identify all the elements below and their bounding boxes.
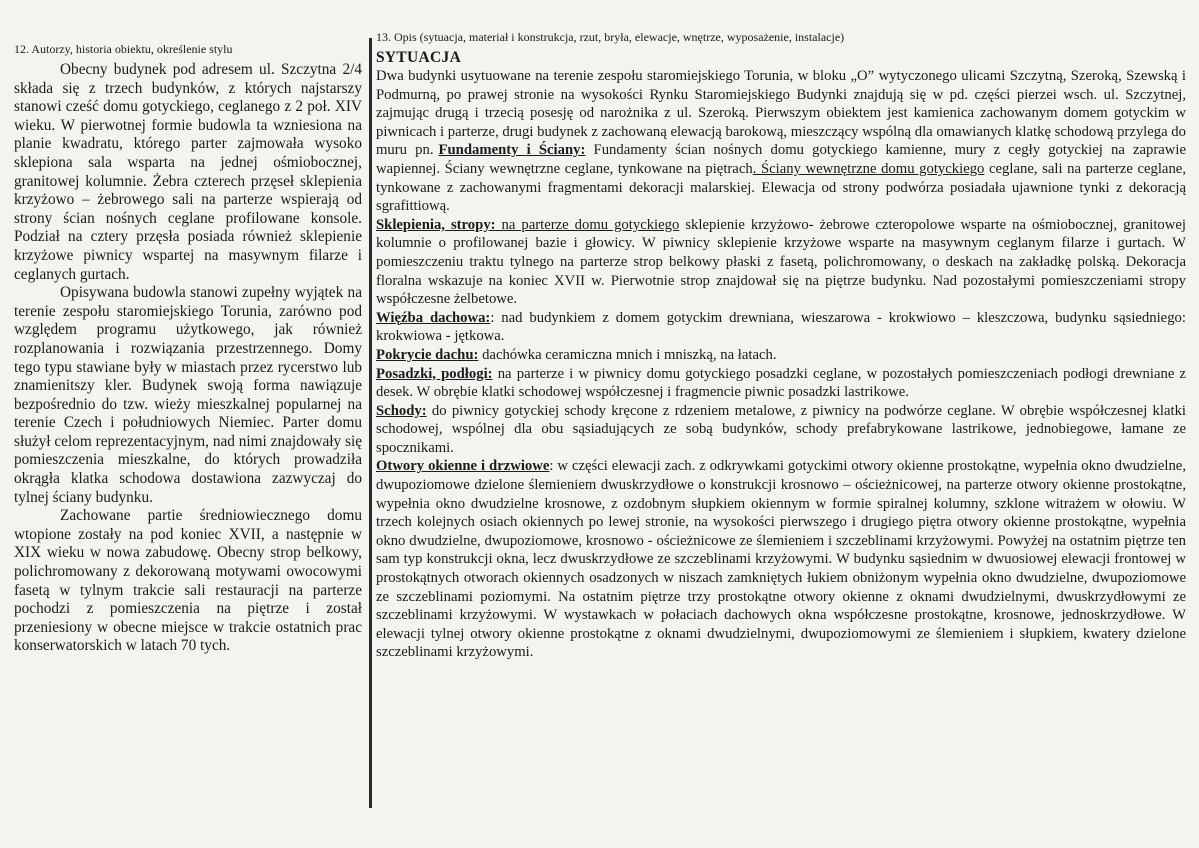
schody-paragraph xyxy=(376,402,1186,458)
pokrycie-text: dachówka ceramiczna mnich i mniszką, na łatach. xyxy=(478,346,777,363)
posadzki-paragraph xyxy=(376,365,1186,402)
description-body xyxy=(376,49,1186,662)
history-paragraph-2: Opisywana budowla stanowi zupełny wyjątek na terenie zespołu staromiejskiego Torunia, zarówno pod względem programu użytkowego, jak również rozplanowania i rozwiązania przestrzennego. Domy tego typu stawiane były w miastach przez rycerstwo lub znamienitszy kler. Budynek swoją forma nawiązuje bezpośrednio do tzw. wieży mieszkalnej popularnej na terenie Czech i południowych Niemiec. Parter domu służył celom reprezentacyjnym, nad nimi znajdowały się pomieszczenia mieszkalne, do których prowadziła okrągła klatka schodowa dostawiona zazwyczaj do tylnej ściany budynku. xyxy=(14,284,362,506)
pokrycie-label: Pokrycie dachu: xyxy=(376,346,479,363)
history-heading: 12. Autorzy, historia obiektu, określenie stylu xyxy=(14,42,233,56)
schody-label: Schody: xyxy=(376,402,427,419)
description-heading: 13. Opis (sytuacja, materiał i konstrukcja, rzut, bryła, elewacje, wnętrze, wyposażenie, instalacje) xyxy=(376,30,845,44)
history-paragraph-3: Zachowane partie średniowiecznego domu wtopione zostały na pod koniec XVII, a następnie w XIX wieku w nowa zabudowę. Obecny strop belkowy, polichromowany z dekorowaną motywami owocowymi fasetą w tylnym trakcie sali restauracji na parterze pochodzi z pomieszczenia na piętrze i został przeniesiony w obecne miejsce w trakcie ostatnich prac konserwatorskich w latach 70 tych. xyxy=(14,507,362,655)
situacja-text-content: Dwa budynki usytuowane na terenie zespołu staromiejskiego Torunia, w bloku „O” wytyczonego ulicami Szczytną, Szeroką, Szewską i Podmurną, po prawej stronie na wysokości Rynku Staromiejskiego Budynki znajdują się w pd. części pierzei wsch. ul. Szczytnej, zajmując drugą i trzecią posesję od narożnika z ul. Szeroką. Pierwszym obiektem jest kamienica zachowanym domem gotyckim w piwnicach i parterze, drugi budynek z zachowaną elewacją barokową, mieszczący wspólną dla omawianych klatkę schodową przylega do muru pn. xyxy=(376,68,1186,159)
fundamenty-underlined: . Ściany wewnętrzne domu gotyckiego xyxy=(752,160,985,177)
history-paragraph-1: Obecny budynek pod adresem ul. Szczytna 2/4 składa się z trzech budynków, z których najstarszy stanowi cześć domu gotyckiego, ceglanego z 2 poł. XIV wieku. W pierwotnej formie budowla ta wzniesiona na planie kwadratu, którego parter zajmowała wysoko sklepiona sala wsparta na jednej ośmiobocznej, granitowej kolumnie. Żebra czterech przęseł sklepienia krzyżowo – żebrowego sali na parterze wspierają od strony ścian nośnych ceglane profilowane konsole. Podział na cztery przęsła posiada również sklepienie krzyżowe piwnicy wspartej na masywnym filarze i ceglanych gurtach. xyxy=(14,61,362,283)
sklepienia-underlined: na parterze domu gotyckiego xyxy=(495,216,680,233)
posadzki-text: na parterze i w piwnicy domu gotyckiego posadzki ceglane, w pozostałych pomieszczeniach podłogi drewniane z desek. W obrębie klatki schodowej współczesnej i fragmencie piwnic posadzki lastrikowe. xyxy=(376,365,1187,401)
fundamenty-text-2: ceglane, sali na parterze ceglane, tynkowane z zachowanymi fragmentami dekoracji malarskiej. Elewacja od strony podwórza posiadała ujawnione tynki z dekoracją sgrafittiową. xyxy=(376,160,1186,215)
wiezba-paragraph xyxy=(376,309,1186,346)
sklepienia-paragraph xyxy=(376,216,1186,309)
fundamenty-label: Fundamenty i Ściany: xyxy=(438,142,586,159)
history-body xyxy=(14,61,362,656)
schody-text: do piwnicy gotyckiej schody kręcone z rdzeniem metalowe, z piwnicy na podwórze ceglane. W obrębie współczesnej klatki schodowej, wspólnej dla obu sąsiadujących ze sobą budynków, schody prefabrykowane lastrikowe, jednobiegowe, łamane ze spocznikami. xyxy=(376,402,1186,456)
wiezba-label: Więźba dachowa: xyxy=(376,309,491,326)
situacja-heading: SYTUACJA xyxy=(376,49,462,66)
wiezba-text: : nad budynkiem z domem gotyckim drewniana, wieszarowa - krokwiowo – kleszczowa, budynku sąsiedniego: krokwiowa - jętkowa. xyxy=(376,309,1186,345)
right-column xyxy=(376,30,1186,662)
sklepienia-text: sklepienie krzyżowo- żebrowe czteropolowe wsparte na ośmiobocznej, granitowej kolumnie o profilowanej bazie i głowicy. W piwnicy sklepienie krzyżowe wsparte na masywnym ceglanym filarze i gurtach. W pomieszczeniu traktu tylnego na parterze strop belkowy płaski z fasetą, polichromowany, o deskach na zakładkę polską. Dekoracja floralna wskazuje na koniec XVII w. Pierwotnie strop znajdował się na piętrze budynku. Nad pozostałymi pomieszczeniami stropy współczesne żelbetowe. xyxy=(376,216,1186,308)
pokrycie-paragraph xyxy=(376,346,1186,365)
otwory-paragraph xyxy=(376,457,1186,662)
column-divider xyxy=(369,38,372,808)
sklepienia-label: Sklepienia, stropy: xyxy=(376,216,496,233)
otwory-label: Otwory okienne i drzwiowe xyxy=(376,458,550,475)
otwory-text: : w części elewacji zach. z odkrywkami gotyckimi otwory okienne prostokątne, wypełnia okno dwudzielne, dwupoziomowe dzielone ślemieniem dwuskrzydłowe o konstrukcji krosnowo – ościeżnicowej, na parterze otwory okienne prostokątne, wypełnia okno dwudzielne krosnowe, z ozdobnym słupkiem okiennym w formie spiralnej kolumny, szklone witrażem w ołowiu. W trzech kolejnych osiach okiennych po lewej stronie, na wysokości pierwszego i drugiego piętra otwory okienne prostokątne, wypełnia okno dwudzielne, dwupoziomowe, krosnowo - ościeżnicowe ze ślemieniem i szczeblinami krzyżowymi. Powyżej na ostatnim piętrze ten sam typ konstrukcji okna, lecz dwuskrzydłowe ze szczeblinami krzyżowymi. W budynku sąsiednim w dwuosiowej elewacji frontowej w prostokątnych otworach okiennych osadzonych w niszach zamkniętych łukiem obniżonym wypełnia okno dwudzielne, dwupoziomowe ze szczeblinami poziomymi. Na ostatnim piętrze trzy prostokątne otwory okienne z oknami dwudzielnymi, dwuskrzydłowymi ze szczeblinami krzyżowymi. W wystawkach w połaciach dachowych okna współczesne prostokątne, krosnowe, jednoskrzydłowe. W elewacji tylnej otwory okienne prostokątne z oknami dwudzielnymi, dwupoziomowymi ze ślemieniem i słupkiem, kwatery dzielone szczeblinami krzyżowymi. xyxy=(376,458,1186,661)
posadzki-label: Posadzki, podłogi: xyxy=(376,365,493,382)
fundamenty-text-1: Fundamenty ścian nośnych domu gotyckiego kamienne, mury z cegły gotyckiej na zaprawie wapiennej. Ściany wewnętrzne ceglane, tynkowane na piętrach xyxy=(376,142,1187,177)
situacja-text xyxy=(376,67,1186,216)
left-column xyxy=(14,42,362,656)
